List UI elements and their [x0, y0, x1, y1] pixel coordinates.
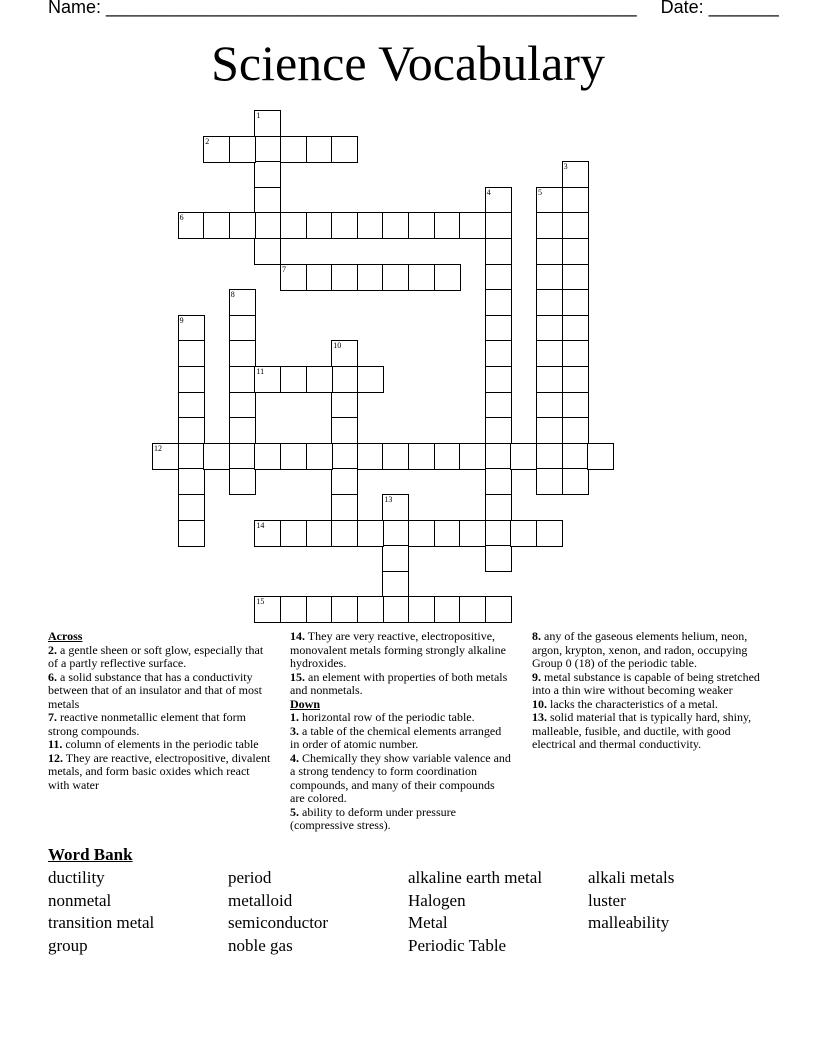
clue-item-text: They are reactive, electropositive, divalent metals, and form basic oxides which react with water — [48, 750, 271, 792]
grid-cell[interactable] — [280, 520, 307, 547]
clue-item — [290, 806, 512, 833]
grid-cell[interactable] — [306, 596, 333, 623]
grid-cell[interactable] — [331, 212, 358, 239]
grid-cell[interactable] — [280, 136, 307, 163]
grid-cell[interactable] — [536, 340, 563, 367]
grid-cell[interactable] — [152, 443, 179, 470]
grid-cell[interactable] — [510, 443, 537, 470]
grid-cell[interactable] — [306, 443, 333, 470]
name-label: Name: — [48, 0, 102, 17]
clue-item-text: metal substance is capable of being stretched into a thin wire without becoming weaker — [532, 669, 760, 697]
grid-cell[interactable] — [331, 136, 358, 163]
grid-cell[interactable] — [485, 392, 512, 419]
clue-item — [48, 738, 273, 752]
clue-number: 15 — [256, 597, 265, 607]
grid-cell[interactable] — [510, 520, 537, 547]
clue-item — [48, 671, 273, 712]
clue-item — [290, 725, 512, 752]
word-bank-item: transition metal — [48, 913, 155, 933]
word-bank-item: ductility — [48, 868, 105, 887]
clue-number: 9 — [179, 315, 184, 325]
clue-item-number: 15. — [290, 669, 305, 684]
grid-cell[interactable] — [562, 315, 589, 342]
grid-cell[interactable] — [485, 468, 512, 495]
clue-item-number: 13. — [532, 710, 547, 724]
grid-cell[interactable] — [562, 468, 589, 495]
clue-item — [48, 644, 273, 671]
grid-cell[interactable] — [331, 366, 358, 393]
grid-cell[interactable] — [254, 161, 281, 188]
grid-cell[interactable] — [562, 289, 589, 316]
grid-cell[interactable] — [382, 545, 409, 572]
clue-number: 4 — [486, 187, 491, 197]
grid-cell[interactable] — [382, 264, 409, 291]
grid-cell[interactable] — [536, 366, 563, 393]
clue-item — [48, 752, 273, 793]
grid-cell[interactable] — [254, 520, 281, 547]
grid-cell[interactable] — [331, 417, 358, 444]
clue-item-text: solid material that is typically hard, shiny, malleable, fusible, and ductile, with good electrical and thermal conductivity. — [532, 710, 752, 751]
grid-cell[interactable] — [254, 238, 281, 265]
grid-cell[interactable] — [562, 443, 589, 470]
clue-item-text: any of the gaseous elements helium, neon, argon, krypton, xenon, and radon, occupying Group 0 (18) of the periodic table. — [532, 629, 748, 670]
clue-item-number: 12. — [48, 750, 63, 765]
word-bank-item: noble gas — [228, 936, 293, 956]
grid-cell[interactable] — [485, 315, 512, 342]
grid-cell[interactable] — [331, 264, 358, 291]
clue-item-text: They are very reactive, electropositive, monovalent metals forming strongly alkaline hydroxides. — [290, 629, 506, 670]
grid-cell[interactable] — [562, 161, 589, 188]
clue-number: 10 — [333, 341, 342, 351]
clue-number: 1 — [256, 111, 261, 120]
grid-cell[interactable] — [459, 520, 486, 547]
grid-cell[interactable] — [229, 443, 256, 470]
word-bank-title: Word Bank — [48, 845, 133, 864]
clue-item-text: ability to deform under pressure (compressive stress). — [290, 804, 456, 832]
clue-item-text: column of elements in the periodic table — [62, 737, 259, 751]
clues-column-2 — [290, 630, 512, 833]
grid-cell[interactable] — [203, 136, 230, 163]
grid-cell[interactable] — [229, 315, 256, 342]
grid-cell[interactable] — [280, 264, 307, 291]
grid-cell[interactable] — [331, 392, 358, 419]
word-bank-item: Metal — [408, 913, 448, 933]
clue-item-number: 8. — [532, 629, 541, 643]
grid-cell[interactable] — [536, 315, 563, 342]
clue-item — [290, 630, 512, 671]
grid-cell[interactable] — [485, 494, 512, 521]
clue-item-text: a table of the chemical elements arranged in order of atomic number. — [290, 723, 502, 751]
word-bank-item: Periodic Table — [408, 936, 507, 956]
word-bank-item: semiconductor — [228, 913, 329, 933]
clues-column-3 — [532, 630, 764, 752]
grid-cell[interactable] — [229, 212, 256, 239]
grid-cell[interactable] — [280, 596, 307, 623]
grid-cell[interactable] — [178, 468, 205, 495]
grid-cell[interactable] — [459, 443, 486, 470]
grid-cell[interactable] — [382, 494, 409, 521]
grid-cell[interactable] — [229, 468, 256, 495]
clue-item — [290, 711, 512, 725]
clue-item-number: 3. — [290, 723, 299, 738]
grid-cell[interactable] — [485, 443, 512, 470]
clue-item — [290, 671, 512, 698]
grid-cell[interactable] — [536, 392, 563, 419]
grid-cell[interactable] — [562, 417, 589, 444]
clue-item — [290, 752, 512, 806]
grid-cell[interactable] — [434, 520, 461, 547]
grid-cell[interactable] — [254, 212, 281, 239]
grid-cell[interactable] — [306, 366, 333, 393]
grid-cell[interactable] — [536, 238, 563, 265]
grid-cell[interactable] — [331, 596, 358, 623]
grid-cell[interactable] — [485, 520, 512, 547]
grid-cell[interactable] — [357, 596, 384, 623]
grid-cell[interactable] — [382, 571, 409, 598]
grid-cell[interactable] — [434, 264, 461, 291]
grid-cell[interactable] — [306, 264, 333, 291]
clue-item-text: a solid substance that has a conductivity between that of an insulator and that of most metals — [48, 669, 262, 711]
grid-cell[interactable] — [254, 110, 281, 137]
grid-cell[interactable] — [254, 187, 281, 214]
word-bank-item: group — [48, 936, 88, 956]
grid-cell[interactable] — [536, 520, 563, 547]
grid-cell[interactable] — [536, 212, 563, 239]
grid-cell[interactable] — [331, 340, 358, 367]
grid-cell[interactable] — [357, 366, 384, 393]
grid-cell[interactable] — [254, 366, 281, 393]
grid-cell[interactable] — [536, 187, 563, 214]
grid-cell[interactable] — [254, 136, 281, 163]
clue-item-text: lacks the characteristics of a metal. — [547, 696, 718, 711]
grid-cell[interactable] — [357, 520, 384, 547]
clue-number: 14 — [256, 520, 265, 530]
grid-cell[interactable] — [357, 264, 384, 291]
grid-cell[interactable] — [485, 340, 512, 367]
grid-cell[interactable] — [408, 212, 435, 239]
clue-item-number: 7. — [48, 710, 57, 724]
grid-cell[interactable] — [306, 136, 333, 163]
clue-number: 5 — [538, 187, 542, 197]
grid-cell[interactable] — [485, 596, 512, 623]
grid-cell[interactable] — [408, 520, 435, 547]
grid-cell[interactable] — [178, 340, 205, 367]
across-heading: Across — [48, 629, 83, 643]
grid-cell[interactable] — [382, 520, 409, 547]
word-bank-item: alkaline earth metal — [408, 868, 543, 887]
grid-cell[interactable] — [229, 417, 256, 444]
clue-item-text: reactive nonmetallic element that form strong compounds. — [48, 710, 246, 738]
grid-cell[interactable] — [306, 212, 333, 239]
word-bank-item: metalloid — [228, 890, 293, 910]
clue-item — [532, 630, 764, 671]
grid-cell[interactable] — [178, 212, 205, 239]
word-bank-item: Halogen — [408, 890, 466, 910]
grid-cell[interactable] — [280, 443, 307, 470]
grid-cell[interactable] — [562, 366, 589, 393]
word-bank-item: period — [228, 868, 272, 887]
clue-item — [48, 711, 273, 738]
clue-number: 11 — [256, 367, 265, 376]
grid-cell[interactable] — [485, 289, 512, 316]
grid-cell[interactable] — [382, 443, 409, 470]
clue-item-number: 5. — [290, 804, 299, 819]
grid-cell[interactable] — [485, 187, 512, 214]
grid-cell[interactable] — [229, 340, 256, 367]
grid-cell[interactable] — [485, 417, 512, 444]
clue-item-number: 4. — [290, 750, 299, 765]
grid-cell[interactable] — [485, 238, 512, 265]
clue-item-text: horizontal row of the periodic table. — [299, 710, 475, 724]
word-bank-item: malleability — [588, 913, 670, 933]
clue-item — [532, 698, 764, 712]
grid-cell[interactable] — [562, 264, 589, 291]
grid-cell[interactable] — [408, 264, 435, 291]
grid-cell[interactable] — [485, 545, 512, 572]
clue-number: 13 — [384, 495, 393, 504]
grid-cell[interactable] — [229, 392, 256, 419]
clue-item-number: 6. — [48, 669, 57, 684]
grid-cell[interactable] — [562, 392, 589, 419]
clue-number: 8 — [230, 290, 235, 300]
grid-cell[interactable] — [408, 443, 435, 470]
clue-item-text: an element with properties of both metals and nonmetals. — [290, 669, 508, 697]
grid-cell[interactable] — [536, 289, 563, 316]
grid-cell[interactable] — [306, 520, 333, 547]
clue-item-text: Chemically they show variable valence and a strong tendency to form coordination compounds, and many of their compounds are colored. — [290, 750, 511, 805]
clue-item — [532, 711, 764, 752]
grid-cell[interactable] — [587, 443, 614, 470]
grid-cell[interactable] — [434, 212, 461, 239]
grid-cell[interactable] — [562, 212, 589, 239]
clues-column-1 — [48, 630, 273, 792]
down-heading: Down — [290, 696, 321, 711]
grid-cell[interactable] — [229, 289, 256, 316]
clue-number: 7 — [282, 264, 286, 274]
clue-item-number: 9. — [532, 669, 541, 684]
date-label: Date: — [660, 0, 704, 17]
clue-number: 6 — [179, 213, 184, 223]
grid-cell[interactable] — [331, 520, 358, 547]
clue-item-number: 10. — [532, 696, 547, 711]
clue-item — [532, 671, 764, 698]
grid-cell[interactable] — [382, 596, 409, 623]
grid-cell[interactable] — [178, 520, 205, 547]
clue-item-number: 11. — [48, 737, 63, 751]
grid-cell[interactable] — [280, 366, 307, 393]
grid-cell[interactable] — [434, 443, 461, 470]
grid-cell[interactable] — [331, 468, 358, 495]
grid-cell[interactable] — [536, 443, 563, 470]
page-title: Science Vocabulary — [211, 35, 605, 91]
grid-cell[interactable] — [254, 443, 281, 470]
grid-cell[interactable] — [280, 212, 307, 239]
grid-cell[interactable] — [382, 212, 409, 239]
grid-cell[interactable] — [408, 596, 435, 623]
grid-cell[interactable] — [459, 596, 486, 623]
grid-cell[interactable] — [178, 392, 205, 419]
grid-cell[interactable] — [536, 264, 563, 291]
word-bank-item: nonmetal — [48, 890, 112, 910]
clue-item-text: a gentle sheen or soft glow, especially that of a partly reflective surface. — [48, 642, 264, 670]
grid-cell[interactable] — [203, 443, 230, 470]
grid-cell[interactable] — [536, 468, 563, 495]
grid-cell[interactable] — [331, 443, 358, 470]
word-bank-item: luster — [588, 890, 626, 910]
grid-cell[interactable] — [178, 494, 205, 521]
grid-cell[interactable] — [178, 315, 205, 342]
grid-cell[interactable] — [229, 136, 256, 163]
grid-cell[interactable] — [562, 340, 589, 367]
clue-number: 12 — [154, 443, 162, 453]
grid-cell[interactable] — [434, 596, 461, 623]
grid-cell[interactable] — [536, 417, 563, 444]
grid-cell[interactable] — [485, 366, 512, 393]
grid-cell[interactable] — [357, 443, 384, 470]
grid-cell[interactable] — [178, 366, 205, 393]
grid-cell[interactable] — [203, 212, 230, 239]
grid-cell[interactable] — [562, 187, 589, 214]
clue-item-number: 1. — [290, 710, 299, 724]
clue-item-number: 14. — [290, 629, 305, 643]
date-blank[interactable]: _______ — [708, 0, 779, 17]
word-bank-item: alkali metals — [588, 868, 675, 887]
name-blank[interactable]: _____________________________________________________ — [106, 0, 637, 17]
grid-cell[interactable] — [485, 212, 512, 239]
clue-item-number: 2. — [48, 642, 57, 657]
grid-cell[interactable] — [357, 212, 384, 239]
grid-cell[interactable] — [229, 366, 256, 393]
grid-cell[interactable] — [178, 417, 205, 444]
grid-cell[interactable] — [254, 596, 281, 623]
grid-cell[interactable] — [178, 443, 205, 470]
grid-cell[interactable] — [485, 264, 512, 291]
grid-cell[interactable] — [331, 494, 358, 521]
grid-cell[interactable] — [562, 238, 589, 265]
grid-cell[interactable] — [459, 212, 486, 239]
clue-number: 2 — [205, 136, 210, 146]
clue-number: 3 — [563, 162, 568, 172]
